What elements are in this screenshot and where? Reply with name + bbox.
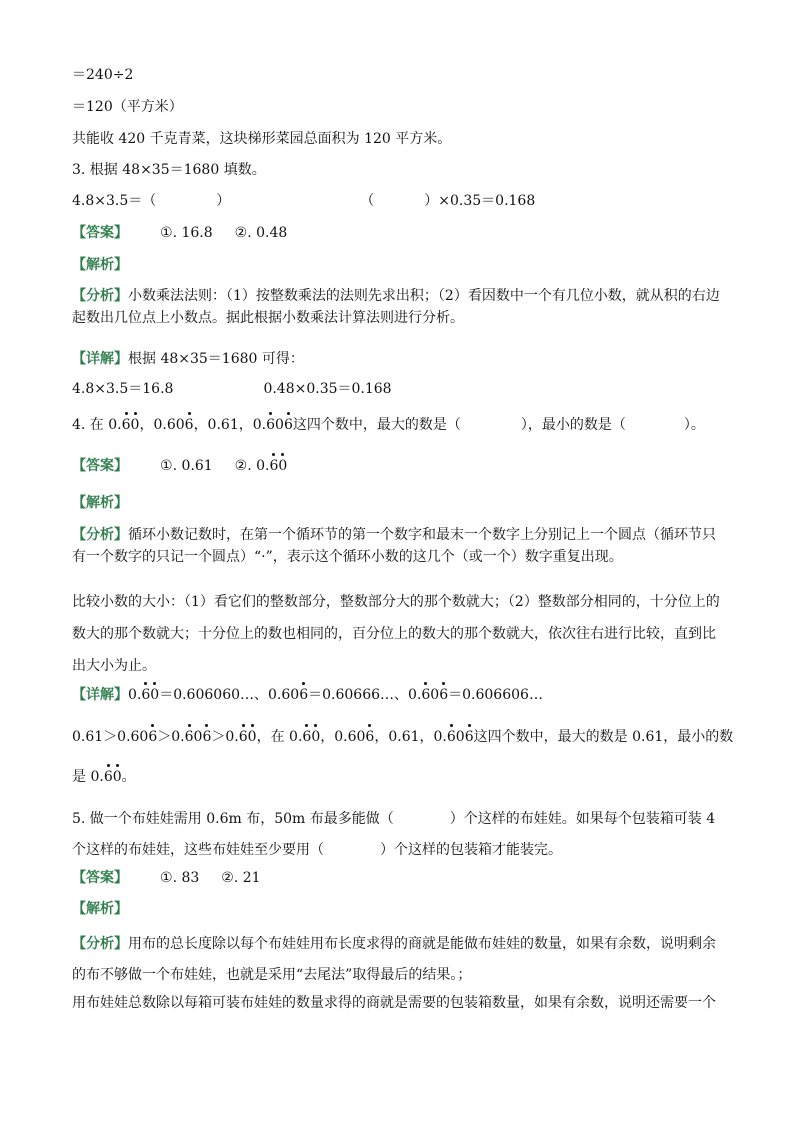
circled-one-icon: ①	[160, 870, 173, 886]
circled-two-icon: ②	[234, 225, 248, 241]
answer-label: 【答案】	[72, 225, 128, 241]
q4-title: 4. 在 0.60，0.606，0.61，0.606这四个数中，最大的数是（ ），最小的数是（ ）。	[72, 414, 724, 436]
q4-answer: 【答案】 ①. 0.61 ②. 0.60	[72, 455, 724, 477]
circled-two-icon: ②	[221, 870, 234, 886]
q3-answer: 【答案】 ①. 16.8 ②. 0.48	[72, 225, 288, 241]
calc-line-1: ＝240÷2	[72, 67, 134, 83]
q3-expressions: 4.8×3.5＝（ ） （ ）×0.35＝0.168	[72, 193, 536, 209]
q5-last-line: 用布娃娃总数除以每箱可装布娃娃的数量求得的商就是需要的包装箱数量，如果有余数，说明还需要一个	[72, 995, 716, 1011]
conclusion-line: 共能收 420 千克青菜，这块梯形菜园总面积为 120 平方米。	[72, 131, 452, 147]
q3-analysis: 【分析】小数乘法法则：（1）按整数乘法的法则先求出积；（2）看因数中一个有几位小数，就从积的右边起数出几位点上小数点。据此根据小数乘法计算法则进行分析。	[72, 288, 720, 326]
q5-title: 5. 做一个布娃娃需用 0.6m 布，50m 布最多能做（ ）个这样的布娃娃。如果每个包装箱可装 4 个这样的布娃娃，这些布娃娃至少要用（ ）个这样的包装箱才能装完。	[72, 811, 716, 858]
q3-title: 3. 根据 48×35＝1680 填数。	[72, 162, 266, 178]
calc-line-2: ＝120（平方米）	[72, 99, 183, 115]
q3-jiexi: 【解析】	[72, 257, 128, 273]
circled-one-icon: ①	[160, 458, 173, 474]
q5-analysis: 【分析】用布的总长度除以每个布娃娃用布长度求得的商就是能做布娃娃的数量，如果有余数，说明剩余的布不够做一个布娃娃，也就是采用“去尾法”取得最后的结果。；	[72, 936, 716, 983]
q4-analysis: 【分析】循环小数记数时，在第一个循环节的第一个数字和最末一个数字上分别记上一个圆点（循环节只有一个数字的只记一个圆点）“·”，表示这个循环小数的这几个（或一个）数字重复出现。	[72, 527, 716, 565]
q4-jiexi: 【解析】	[72, 495, 128, 511]
circled-two-icon: ②	[234, 458, 248, 474]
q4-compare: 比较小数的大小：（1）看它们的整数部分，整数部分大的那个数就大；（2）整数部分相同的，十分位上的数大的那个数就大；十分位上的数也相同的，百分位上的数大的那个数就大，依次往右进行比较，直到比出大小为止。	[72, 594, 720, 674]
q5-jiexi: 【解析】	[72, 901, 128, 917]
q5-answer: 【答案】 ①. 83 ②. 21	[72, 870, 261, 886]
q4-order: 0.61＞0.606＞0.606＞0.60，在 0.60，0.606，0.61，0.606这四个数中，最大的数是 0.61，最小的数	[72, 726, 724, 748]
circled-one-icon: ①	[160, 225, 173, 241]
q4-detail: 【详解】0.60＝0.606060…、0.606＝0.60666…、0.606＝0.606606…	[72, 684, 724, 706]
q3-results: 4.8×3.5＝16.8 0.48×0.35＝0.168	[72, 381, 392, 397]
q3-detail: 【详解】根据 48×35＝1680 可得：	[72, 351, 304, 367]
q4-order-end: 是 0.60。	[72, 766, 724, 788]
